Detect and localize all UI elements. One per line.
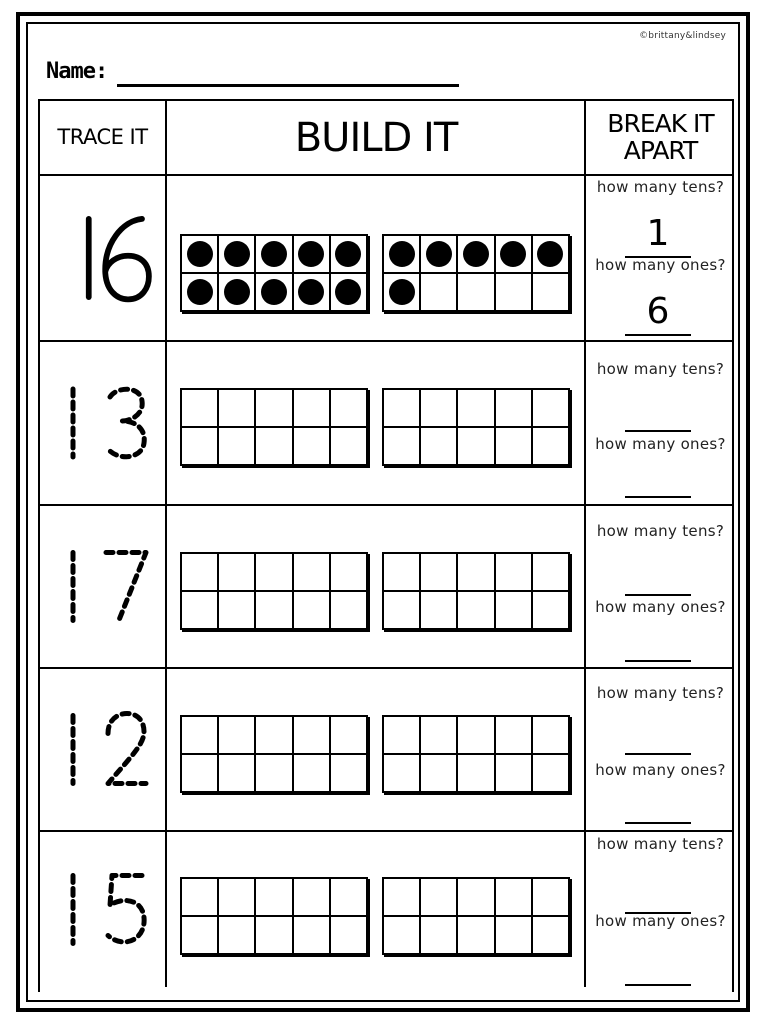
ten-frame-cell[interactable] (255, 389, 292, 427)
digit-2 (108, 714, 146, 784)
ten-frame-cell[interactable] (495, 591, 532, 629)
trace-cell (40, 342, 165, 504)
header-break-it-apart: BREAK IT APART (607, 109, 714, 165)
ten-frame-cell[interactable] (293, 916, 330, 954)
counter-dot (298, 241, 324, 267)
counter-dot (389, 279, 415, 305)
digit-7 (106, 553, 146, 623)
ten-frame-cell[interactable] (181, 389, 218, 427)
ten-frame-cell[interactable] (255, 553, 292, 591)
ten-frame-cell[interactable] (255, 916, 292, 954)
ten-frame-cell[interactable] (457, 878, 494, 916)
ten-frame-cell[interactable] (218, 389, 255, 427)
counter-dot (335, 241, 361, 267)
ten-frame-cell[interactable] (293, 878, 330, 916)
ten-frame-cell[interactable] (495, 427, 532, 465)
ten-frame-cell[interactable] (495, 553, 532, 591)
break-apart-cell (587, 506, 734, 667)
ten-frame-cell[interactable] (330, 916, 367, 954)
ten-frame-cell[interactable] (383, 716, 420, 754)
ten-frame-cell[interactable] (293, 389, 330, 427)
counter-dot (426, 241, 452, 267)
ten-frame[interactable] (382, 234, 572, 314)
ten-frame-cell[interactable] (181, 273, 218, 311)
ten-frame-cell[interactable] (457, 427, 494, 465)
ten-frame-cell[interactable] (181, 916, 218, 954)
ten-frame-cell[interactable] (218, 235, 255, 273)
ten-frame[interactable] (180, 388, 370, 468)
name-label: Name: (46, 59, 108, 84)
counter-dot (187, 241, 213, 267)
ten-frame-cell[interactable] (181, 235, 218, 273)
ten-frame-cell[interactable] (495, 716, 532, 754)
ten-frame-cell[interactable] (420, 427, 457, 465)
ones-question: how many ones? (595, 256, 726, 274)
ones-question: how many ones? (595, 912, 726, 930)
ten-frame-cell[interactable] (181, 878, 218, 916)
ten-frame-cell[interactable] (457, 716, 494, 754)
ten-frame-cell[interactable] (383, 427, 420, 465)
ten-frame-cell[interactable] (218, 916, 255, 954)
tens-answer-line[interactable] (625, 753, 691, 755)
ten-frame-cell[interactable] (293, 754, 330, 792)
ten-frame-cell[interactable] (495, 878, 532, 916)
ten-frame-cell[interactable] (420, 553, 457, 591)
ten-frame-cell[interactable] (532, 273, 569, 311)
ten-frame[interactable] (180, 715, 370, 795)
counter-dot (224, 279, 250, 305)
break-apart-cell (587, 832, 734, 987)
number-16 (40, 176, 165, 340)
ten-frame-cell[interactable] (330, 553, 367, 591)
ten-frame-cell[interactable] (383, 916, 420, 954)
ones-answer-line[interactable] (625, 496, 691, 498)
ten-frame-grid (180, 388, 368, 466)
ten-frame-cell[interactable] (218, 754, 255, 792)
trace-cell (40, 669, 165, 830)
ten-frame-cell[interactable] (383, 553, 420, 591)
counter-dot (500, 241, 526, 267)
ten-frame-cell[interactable] (293, 273, 330, 311)
ones-question: how many ones? (595, 435, 726, 453)
name-line[interactable] (117, 84, 459, 87)
digit-6 (105, 219, 149, 300)
ten-frame-grid (382, 877, 570, 955)
ones-answer-line[interactable] (625, 822, 691, 824)
counter-dot (298, 279, 324, 305)
tens-answer-line[interactable] (625, 594, 691, 596)
ten-frame-cell[interactable] (255, 716, 292, 754)
ten-frame-cell[interactable] (495, 273, 532, 311)
ones-answer-line[interactable] (625, 334, 691, 336)
ten-frame-grid (382, 552, 570, 630)
ten-frame[interactable] (382, 552, 572, 632)
header-trace-it: TRACE IT (57, 125, 148, 150)
tens-question: how many tens? (596, 360, 725, 378)
ten-frame-cell[interactable] (218, 878, 255, 916)
ten-frame-cell[interactable] (181, 591, 218, 629)
counter-dot (261, 279, 287, 305)
ten-frame-cell[interactable] (495, 754, 532, 792)
ten-frame-cell[interactable] (330, 427, 367, 465)
trace-cell (40, 176, 165, 340)
ten-frame-grid (180, 552, 368, 630)
ten-frame[interactable] (382, 877, 572, 957)
ten-frame-cell[interactable] (218, 273, 255, 311)
ones-question: how many ones? (595, 761, 726, 779)
ten-frame-grid (382, 234, 570, 312)
ten-frame-cell[interactable] (532, 878, 569, 916)
ten-frame-cell[interactable] (181, 754, 218, 792)
ten-frame-cell[interactable] (330, 273, 367, 311)
trace-cell (40, 832, 165, 987)
ten-frame-cell[interactable] (495, 916, 532, 954)
grid-line (584, 99, 586, 987)
counter-dot (224, 241, 250, 267)
ten-frame-cell[interactable] (330, 591, 367, 629)
ones-answer-line[interactable] (625, 660, 691, 662)
ten-frame-cell[interactable] (457, 754, 494, 792)
ten-frame-cell[interactable] (532, 716, 569, 754)
ten-frame-cell[interactable] (255, 273, 292, 311)
ten-frame-cell[interactable] (420, 591, 457, 629)
tens-question: how many tens? (596, 522, 725, 540)
ten-frame-cell[interactable] (383, 878, 420, 916)
ten-frame-cell[interactable] (457, 273, 494, 311)
ones-question: how many ones? (595, 598, 726, 616)
ten-frame-cell[interactable] (293, 235, 330, 273)
ten-frame-cell[interactable] (293, 591, 330, 629)
ten-frame-cell[interactable] (383, 754, 420, 792)
ten-frame[interactable] (382, 388, 572, 468)
ten-frame-cell[interactable] (293, 553, 330, 591)
ten-frame-cell[interactable] (420, 716, 457, 754)
ten-frame-cell[interactable] (532, 916, 569, 954)
break-apart-cell (587, 342, 734, 504)
tens-answer[interactable]: 1 (646, 213, 670, 254)
ten-frame-grid (180, 877, 368, 955)
tens-question: how many tens? (596, 684, 725, 702)
ten-frame-cell[interactable] (330, 389, 367, 427)
header-build-it: BUILD IT (294, 114, 458, 161)
ten-frame-cell[interactable] (218, 553, 255, 591)
ten-frame[interactable] (180, 234, 370, 314)
trace-number-15[interactable] (40, 832, 165, 987)
counter-dot (261, 241, 287, 267)
tens-question: how many tens? (596, 835, 725, 853)
ten-frame-cell[interactable] (532, 754, 569, 792)
trace-number-13[interactable] (40, 342, 165, 504)
ten-frame-cell[interactable] (293, 427, 330, 465)
ten-frame-cell[interactable] (330, 716, 367, 754)
ten-frame-cell[interactable] (457, 389, 494, 427)
ten-frame-cell[interactable] (330, 235, 367, 273)
worksheet-grid (38, 99, 734, 992)
ten-frame[interactable] (382, 715, 572, 795)
trace-number-12[interactable] (40, 669, 165, 830)
ten-frame-cell[interactable] (420, 878, 457, 916)
ten-frame-cell[interactable] (255, 591, 292, 629)
ten-frame-cell[interactable] (330, 754, 367, 792)
ten-frame-cell[interactable] (181, 553, 218, 591)
ten-frame-cell[interactable] (255, 754, 292, 792)
break-apart-cell (587, 669, 734, 830)
credit-text: ©brittany&lindsey (639, 31, 726, 41)
counter-dot (187, 279, 213, 305)
ten-frame-cell[interactable] (457, 235, 494, 273)
digit-3 (108, 389, 144, 456)
ten-frame-cell[interactable] (532, 553, 569, 591)
ten-frame-cell[interactable] (457, 916, 494, 954)
ten-frame[interactable] (180, 552, 370, 632)
ten-frame-cell[interactable] (495, 389, 532, 427)
break-apart-cell (587, 176, 734, 340)
tens-answer-line[interactable] (625, 430, 691, 432)
ten-frame-cell[interactable] (420, 389, 457, 427)
ten-frame-cell[interactable] (457, 553, 494, 591)
ones-answer[interactable]: 6 (646, 291, 670, 332)
ten-frame-grid (180, 715, 368, 793)
ten-frame-cell[interactable] (255, 427, 292, 465)
ten-frame-cell[interactable] (420, 754, 457, 792)
ten-frame[interactable] (180, 877, 370, 957)
ones-answer-line[interactable] (625, 984, 691, 986)
ten-frame-cell[interactable] (420, 235, 457, 273)
ten-frame-cell[interactable] (383, 389, 420, 427)
ten-frame-grid (382, 715, 570, 793)
ten-frame-cell[interactable] (383, 591, 420, 629)
ten-frame-cell[interactable] (383, 273, 420, 311)
ten-frame-cell[interactable] (532, 427, 569, 465)
ten-frame-cell[interactable] (495, 235, 532, 273)
ten-frame-cell[interactable] (532, 591, 569, 629)
ten-frame-cell[interactable] (532, 389, 569, 427)
counter-dot (335, 279, 361, 305)
ten-frame-cell[interactable] (181, 427, 218, 465)
ten-frame-cell[interactable] (255, 878, 292, 916)
ten-frame-cell[interactable] (218, 591, 255, 629)
counter-dot (537, 241, 563, 267)
grid-line (165, 99, 167, 987)
digit-5 (108, 876, 144, 942)
ten-frame-cell[interactable] (255, 235, 292, 273)
trace-cell (40, 506, 165, 667)
trace-number-17[interactable] (40, 506, 165, 667)
counter-dot (389, 241, 415, 267)
ten-frame-cell[interactable] (420, 916, 457, 954)
ten-frame-cell[interactable] (218, 427, 255, 465)
counter-dot (463, 241, 489, 267)
tens-question: how many tens? (596, 178, 725, 196)
ten-frame-grid (382, 388, 570, 466)
ten-frame-grid (180, 234, 368, 312)
ten-frame-cell[interactable] (457, 591, 494, 629)
ten-frame-cell[interactable] (383, 235, 420, 273)
ten-frame-cell[interactable] (181, 716, 218, 754)
ten-frame-cell[interactable] (330, 878, 367, 916)
ten-frame-cell[interactable] (218, 716, 255, 754)
ten-frame-cell[interactable] (293, 716, 330, 754)
ten-frame-cell[interactable] (532, 235, 569, 273)
ten-frame-cell[interactable] (420, 273, 457, 311)
